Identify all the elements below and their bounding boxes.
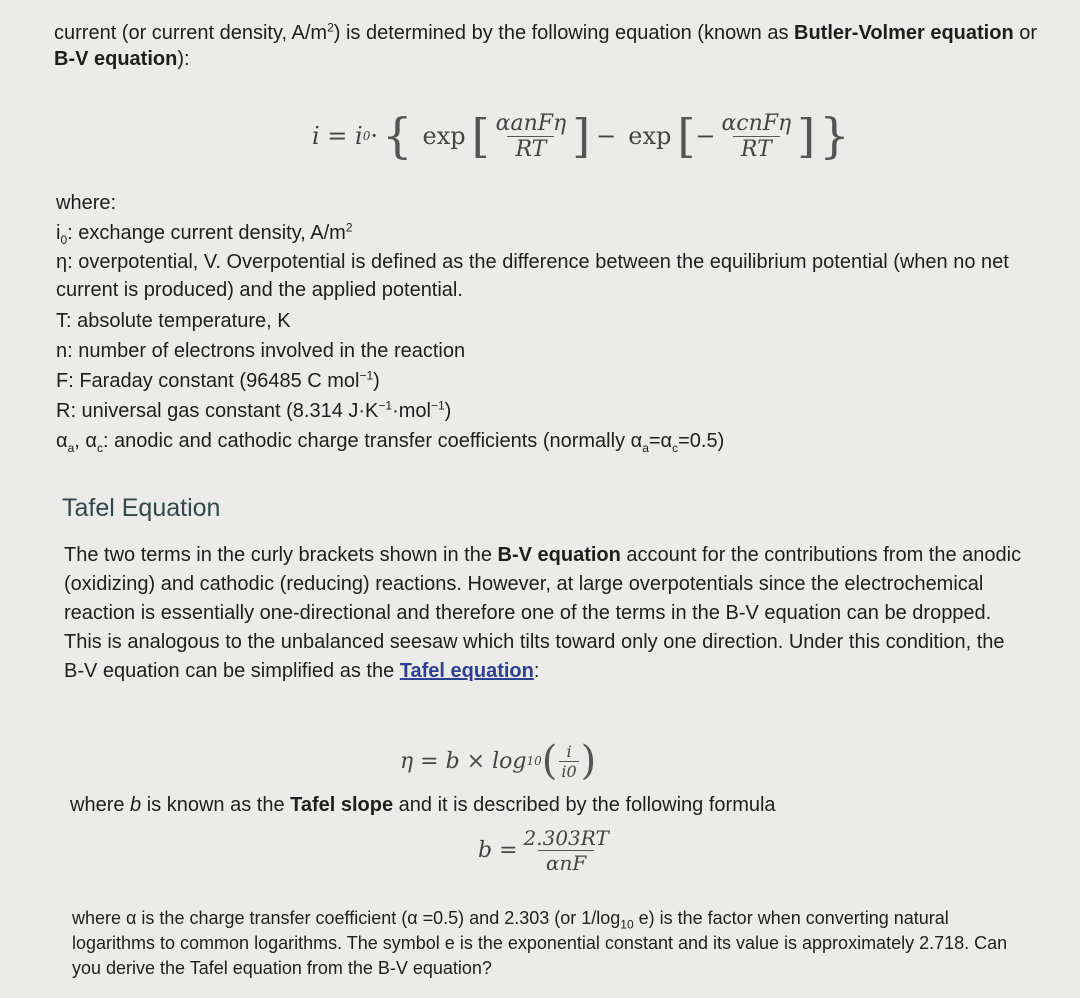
r-sup: −1 bbox=[430, 398, 445, 413]
alpha-sub: a bbox=[642, 441, 649, 455]
tafel-paragraph bbox=[64, 541, 1024, 686]
def-eta: η: overpotential, V. Overpotential is defined as the difference between the equilibrium potential (when no net current is produced) and the applied potential. bbox=[56, 251, 1009, 301]
intro-text: current (or current density, A/m bbox=[54, 22, 328, 44]
butler-volmer-equation: i = i 0 · { exp [ $\frac{\text{αanFη}}{RT}$ ] − exp [ − $\frac{\text{αcnFη}}{RT}$ ] } bbox=[312, 108, 850, 164]
tafel-denominator: i0 bbox=[561, 761, 577, 781]
def-f bbox=[56, 366, 1046, 396]
r-sup: −1 bbox=[378, 398, 393, 413]
tafel-lhs: η = b × log bbox=[400, 748, 527, 774]
i0-sup: 2 bbox=[345, 220, 353, 235]
alpha-eq: =α bbox=[648, 430, 673, 452]
para-text: account for the contributions from the anodic (oxidizing) and cathodic (reducing) reactions. However, at large overpotentials since the electrochemical reaction is essentially one-directional and therefore one of the terms in the B-V equation can be dropped. This is analogous to the unbalanced seesaw which tilts toward only one direction. Under this condition, the B-V equation can be simplified as the bbox=[64, 544, 1022, 682]
left-bracket: [ bbox=[471, 109, 490, 163]
alpha-sub: c bbox=[96, 441, 103, 455]
tafel-slope-equation bbox=[478, 826, 615, 875]
eq-lhs: i = i bbox=[312, 122, 363, 150]
alpha-sub: c bbox=[672, 441, 679, 455]
cathodic-numerator: αcnFη bbox=[721, 110, 792, 136]
line-text: is known as the bbox=[141, 794, 291, 816]
alpha-sub: a bbox=[67, 441, 75, 455]
para2-sub: 10 bbox=[620, 917, 634, 932]
i0-text: : exchange current density, A/m bbox=[67, 222, 346, 244]
right-brace: } bbox=[819, 108, 850, 164]
tafel-fraction bbox=[559, 742, 578, 781]
i0-sub: 0 bbox=[60, 233, 68, 247]
para-text: The two terms in the curly brackets shown in the bbox=[64, 544, 498, 566]
para-bold: B-V equation bbox=[497, 544, 621, 566]
r-end: ) bbox=[444, 400, 452, 422]
para2-text: e) is the factor when converting natural logarithms to common logarithms. The symbol e is the exponential constant and its value is approximately 2.718. Can you derive the Tafel equation from the B-V equation? bbox=[72, 908, 1008, 978]
r-text: R: universal gas constant (8.314 J·K bbox=[56, 400, 379, 422]
right-paren: ) bbox=[580, 738, 597, 784]
intro-paragraph bbox=[54, 20, 1044, 72]
eq-neg: − bbox=[695, 122, 716, 150]
def-n: n: number of electrons involved in the reaction bbox=[56, 340, 466, 362]
left-brace: { bbox=[382, 108, 413, 164]
b-lhs: b = bbox=[478, 838, 518, 863]
b-denominator: αnF bbox=[538, 850, 594, 875]
def-alpha bbox=[56, 426, 1046, 456]
bv-abbrev: B-V equation bbox=[54, 48, 178, 70]
eq-dot: · bbox=[370, 122, 378, 150]
anodic-fraction bbox=[492, 111, 571, 162]
exp-term: exp bbox=[628, 122, 672, 150]
line-text: where bbox=[70, 794, 131, 816]
intro-text: or bbox=[1013, 22, 1038, 44]
closing-paragraph bbox=[72, 906, 1032, 981]
cathodic-denominator: RT bbox=[733, 136, 780, 162]
intro-sup: 2 bbox=[327, 20, 334, 35]
b-fraction bbox=[520, 826, 613, 875]
tafel-equation: η = b × log 10 ( $\frac{i}{i0}$ ) bbox=[400, 738, 597, 784]
def-i0 bbox=[56, 218, 1046, 248]
intro-text: ) is determined by the following equation (known as bbox=[333, 22, 795, 44]
right-bracket: ] bbox=[797, 109, 816, 163]
para-text: : bbox=[533, 660, 540, 682]
intro-text: ): bbox=[177, 48, 190, 70]
alpha-eq: =0.5) bbox=[678, 430, 725, 452]
right-bracket: ] bbox=[572, 109, 591, 163]
anodic-denominator: RT bbox=[507, 136, 554, 162]
tafel-equation-link[interactable]: Tafel equation bbox=[399, 660, 534, 682]
definitions-list bbox=[56, 188, 1046, 456]
alpha-symbol: α bbox=[56, 430, 68, 452]
where-label: where: bbox=[56, 192, 117, 214]
line-italic: b bbox=[130, 794, 142, 816]
alpha-text: : anodic and cathodic charge transfer coefficients (normally α bbox=[102, 430, 643, 452]
line-bold: Tafel slope bbox=[290, 794, 394, 816]
anodic-numerator: αanFη bbox=[495, 110, 567, 136]
left-bracket: [ bbox=[677, 109, 696, 163]
b-numerator: 2.303RT bbox=[523, 826, 609, 850]
eq-minus: − bbox=[596, 122, 617, 150]
alpha-sep: , α bbox=[74, 430, 97, 452]
tafel-heading: Tafel Equation bbox=[62, 494, 221, 522]
line-text: and it is described by the following formula bbox=[393, 794, 776, 816]
exp-term: exp bbox=[422, 122, 466, 150]
f-text: F: Faraday constant (96485 C mol bbox=[56, 370, 360, 392]
r-mid: ·mol bbox=[392, 400, 431, 422]
tafel-numerator: i bbox=[566, 741, 572, 761]
def-t: T: absolute temperature, K bbox=[56, 310, 291, 332]
cathodic-fraction bbox=[717, 111, 795, 162]
bv-name: Butler-Volmer equation bbox=[794, 22, 1014, 44]
f-sup: −1 bbox=[359, 368, 374, 383]
left-paren: ( bbox=[541, 738, 558, 784]
i0-symbol: i bbox=[56, 222, 61, 244]
para2-text: where α is the charge transfer coefficient (α =0.5) and 2.303 (or 1/log bbox=[72, 908, 621, 928]
f-end: ) bbox=[373, 370, 380, 392]
def-r bbox=[56, 396, 1046, 426]
tafel-slope-line bbox=[70, 794, 776, 817]
